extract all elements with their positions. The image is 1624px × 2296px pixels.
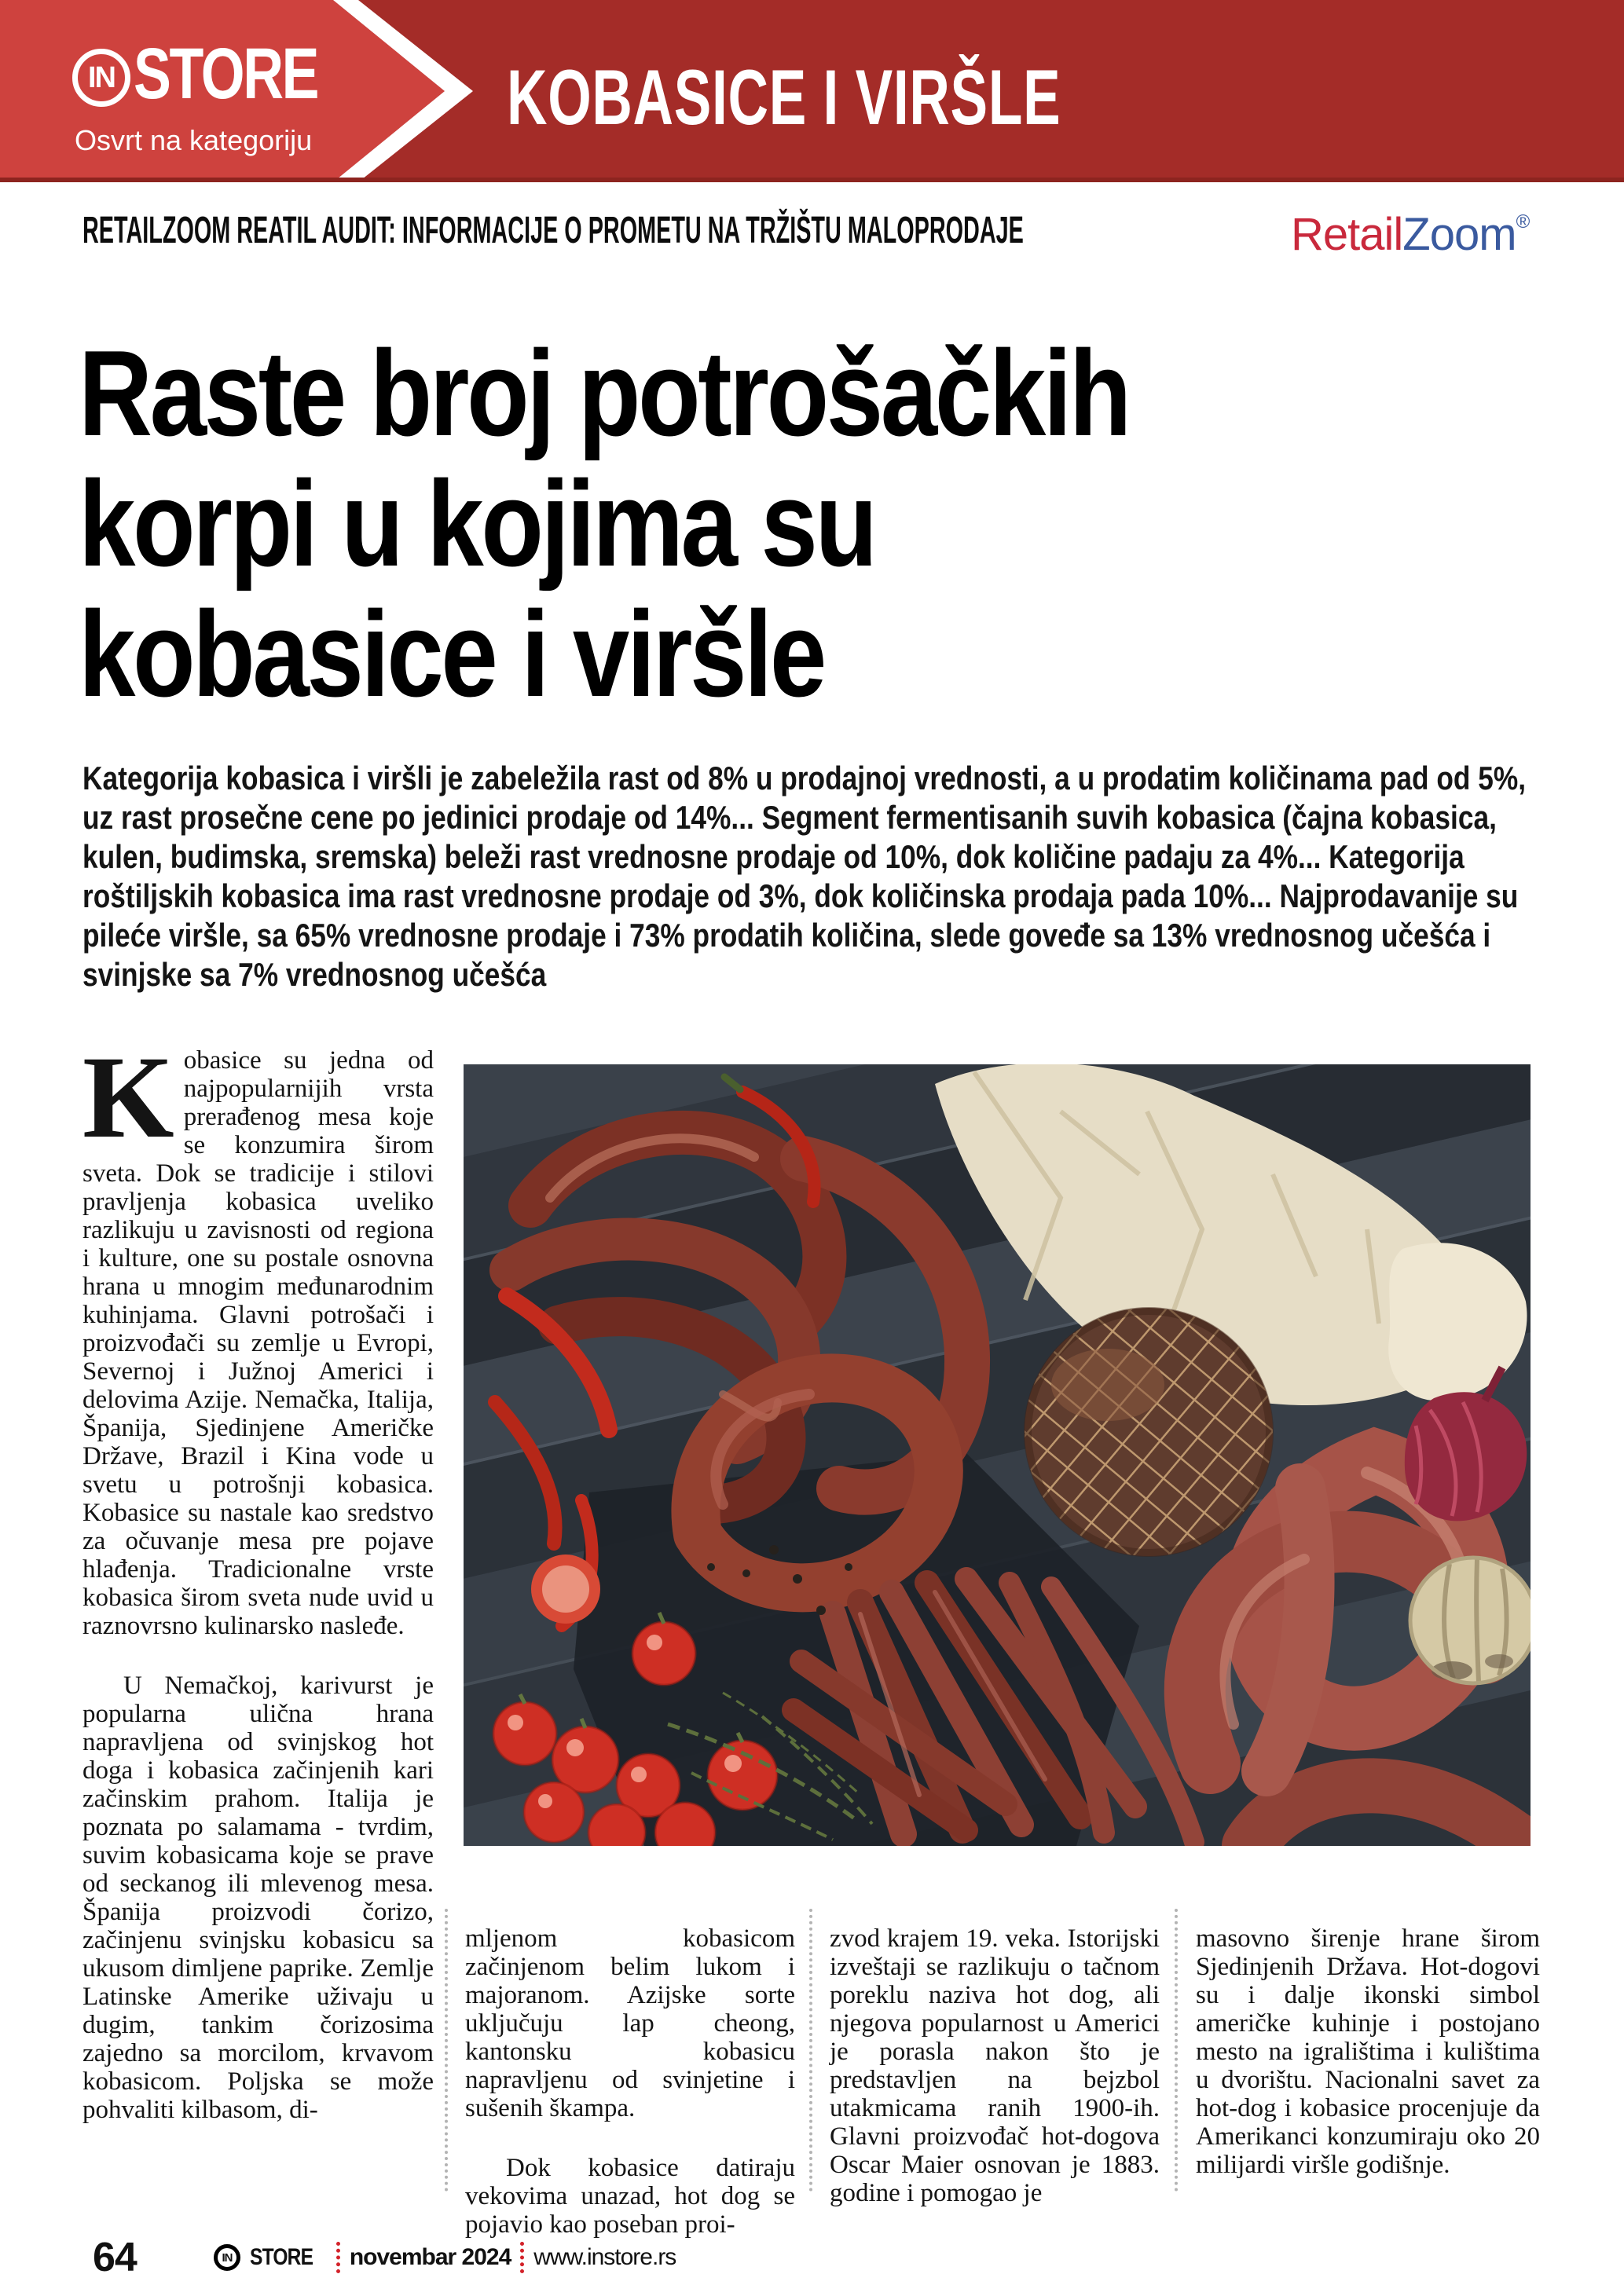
article-column-4 — [1196, 1924, 1540, 2179]
retailzoom-logo — [1291, 198, 1529, 259]
headline-line-1: Raste broj potrošačkih — [79, 325, 1129, 461]
column-divider-3 — [1175, 1909, 1178, 2192]
sausages-photo-illustration — [464, 1064, 1531, 1846]
dropcap: K — [82, 1032, 174, 1163]
article-column-1 — [82, 1032, 434, 2124]
article-intro: Kategorija kobasica i viršli je zabeležila rast od 8% u prodajnoj vrednosti, a u prodatim količinama pad od 5%, uz rast prosečne cene po jedinici prodaje od 14%... Segment fermentisanih suvih kobasica (čajna kobasica, kulen, budimska, sremska) beleži rast vrednosne prodaje od 10%, dok količine padaju za 4%... Kategorija roštiljskih kobasica ima rast vrednosne prodaje od 3%, dok količinska prodaja pada 10%... Najprodavanije su pileće viršle, sa 65% vrednosne prodaje i 73% prodatih količina, slede goveđe sa 13% vrednosnog učešća i svinjske sa 7% vrednosnog učešća — [82, 760, 1527, 993]
article-photo — [464, 1064, 1531, 1846]
instore-logo-icon — [72, 49, 130, 107]
footer-divider-icon — [520, 2242, 524, 2273]
article-column-3 — [830, 1924, 1160, 2207]
garlic-group — [1410, 1558, 1531, 1683]
footer-brand-row — [214, 2239, 676, 2276]
article-column-2 — [465, 1924, 795, 2239]
footer-divider-icon — [336, 2242, 340, 2273]
column1-paragraph-1 — [82, 1032, 434, 1640]
column2-paragraph-1: mljenom kobasicom začinjenom belim lukom i majoranom. Azijske sorte uključuju lap cheong, kantonsku kobasicu napravljenu od svinjetine i sušenih škampa. — [465, 1924, 795, 2122]
footer-logo-circle-text: IN — [222, 2250, 233, 2265]
instore-logo-circle-text: IN — [88, 60, 115, 94]
retailzoom-logo-part1: Retail — [1291, 209, 1403, 260]
footer-website: www.instore.rs — [533, 2244, 676, 2270]
column-divider-2 — [809, 1909, 812, 2192]
column-divider-1 — [445, 1909, 448, 2192]
headline-line-3: kobasice i viršle — [79, 586, 824, 722]
header-tagline: Osvrt na kategoriju — [75, 124, 313, 156]
footer-issue-date: novembar 2024 — [349, 2244, 511, 2270]
retailzoom-logo-part2: Zoom — [1402, 209, 1516, 260]
column1-paragraph-2: U Nemačkoj, karivurst je popularna ulična hrana napravljena od svinjskog hot doga i kobasica začinjenih kari začinskim prahom. Italija je poznata po salamama - tvrdim, suvim kobasicama koje se prave od seckanog ili mlevenog mesa. Španija proizvodi čorizo, začinjenu svinjsku kobasicu sa ukusom dimljene paprike. Zemlje Latinske Amerike uživaju u dugim, tankim čorizosima zajedno sa morcilom, krvavom kobasicom. Poljska se može pohvaliti kilbasom, di- — [82, 1672, 434, 2124]
kicker-line: RETAILZOOM REATIL AUDIT: INFORMACIJE O PROMETU NA TRŽIŠTU MALOPRODAJE — [82, 210, 1024, 251]
page-number: 64 — [93, 2235, 137, 2280]
instore-logo-word: STORE — [134, 34, 318, 114]
registered-mark-icon: ® — [1516, 211, 1530, 233]
column1-paragraph-1-text: obasice su jedna od najpopularnijih vrsta prerađenog mesa koje se konzumira širom sveta. Dok se tradicije i stilovi pravljenja kobasica uveliko razlikuju u zavisnosti od regiona i kulture, one su postale osnovna hrana u mnogim međunarodnim kuhinjama. Glavni potrošači i proizvođači su zemlje u Evropi, Severnoj i Južnoj Americi i delovima Azije. Nemačka, Italija, Španija, Sjedinjene Američke Države, Brazil i Kina vode u svetu u potrošnji kobasica. Kobasice su nastale kao sredstvo za očuvanje mesa pre pojave hlađenja. Tradicionalne vrste kobasica širom sveta nude uvid u raznovrsno kulinarsko nasleđe. — [82, 1046, 434, 1640]
article-headline — [79, 325, 1129, 722]
column2-paragraph-2: Dok kobasice datiraju vekovima unazad, hot dog se pojavio kao poseban proi- — [465, 2154, 795, 2239]
footer-brand-word: STORE — [250, 2244, 313, 2270]
column4-paragraph-1: masovno širenje hrane širom Sjedinjenih Država. Hot-dogovi su i dalje ikonski simbol američke kuhinje i postojano mesto na igralištima i kulištima u dvorištu. Nacionalni savet za hot-dog i kobasice procenjuje da Amerikanci konzumiraju oko 20 milijardi viršle godišnje. — [1196, 1924, 1540, 2179]
category-title: KOBASICE I VIRŠLE — [507, 53, 1061, 141]
headline-line-2: korpi u kojima su — [79, 456, 875, 591]
column3-paragraph-1: zvod krajem 19. veka. Istorijski izveštaji se razlikuju o tačnom poreklu naziva hot dog, ali njegova popularnost u Americi je porasla nakon što je predstavljen na bejzbol utakmicama ranih 1900-ih. Glavni proizvođač hot-dogova Oscar Maier osnovan je 1883. godine i pomogao je — [830, 1924, 1160, 2207]
footer-instore-logo-icon — [214, 2244, 240, 2271]
netted-ham-group — [1025, 1308, 1273, 1556]
